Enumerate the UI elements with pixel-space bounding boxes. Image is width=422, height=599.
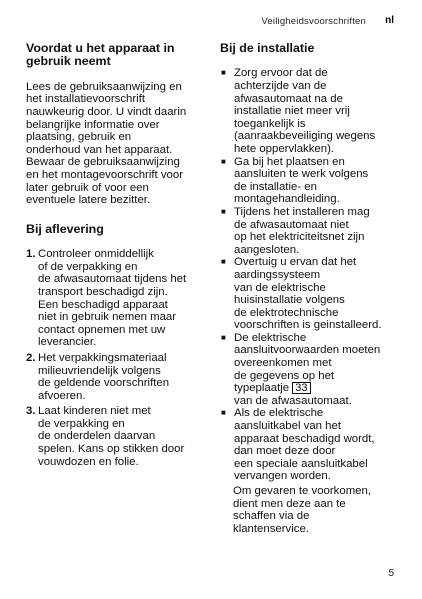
heading-delivery: Bij aflevering [26, 221, 104, 236]
bullet-text: Zorg ervoor dat de achterzijde van de afwasautomaat na de installatie niet meer vrij toegankelijk is (aanraakbeveiliging wegens hete oppervlakken). [234, 67, 376, 155]
step-text: Controleer onmiddellijk of de verpakking en de afwasautomaat tijdens het transport beschadigd zijn. Een beschadigd apparaat niet in gebruik nemen maar contact opnemen met uw leverancier. [38, 248, 187, 349]
step-number: 1. [26, 248, 36, 261]
bullet-text [234, 332, 380, 408]
left-column [26, 42, 210, 471]
list-item [220, 67, 402, 155]
list-item [220, 332, 402, 408]
bullet-text-part: van de afwasautomaat. [234, 394, 352, 407]
bullet-square-icon: ■ [221, 332, 226, 342]
list-item [220, 256, 402, 332]
page-header [0, 16, 422, 30]
installation-bullets [220, 67, 402, 483]
step-number: 2. [26, 351, 36, 364]
bullet-text: Als de elektrische aansluitkabel van het apparaat beschadigd wordt, dan moet deze door een speciale aansluitkabel vervangen worden. [234, 407, 375, 483]
list-item [26, 352, 210, 402]
bullet-text-part: De elektrische aansluitvoorwaarden moeten overeenkomen met de gegevens op het typeplaatje [234, 331, 381, 395]
bullet-square-icon: ■ [221, 408, 226, 418]
delivery-steps [26, 248, 210, 468]
bullet-square-icon: ■ [221, 257, 226, 267]
intro-paragraph: Lees de gebruiksaanwijzing en het installatievoorschrift nauwkeurig door. U vindt daarin belangrijke informatie over plaatsing, gebruik en onderhoud van het apparaat. [26, 80, 187, 156]
step-number: 3. [26, 405, 36, 418]
list-item [220, 407, 402, 483]
list-item [220, 206, 402, 256]
page-number: 5 [388, 568, 394, 579]
bullet-text: Overtuig u ervan dat het aardingssysteem van de elektrische huisinstallatie volgens de elektrotechnische voorschriften is geinstalleerd. [234, 256, 382, 332]
bullet-square-icon: ■ [221, 156, 226, 166]
step-text: Laat kinderen niet met de verpakking en de onderdelen daarvan spelen. Kans op stikken door vouwdozen en folie. [38, 405, 185, 468]
bullet-square-icon: ■ [221, 68, 226, 78]
step-text: Het verpakkingsmateriaal milieuvriendelijk volgens de geldende voorschriften afvoeren. [38, 351, 170, 402]
section-title: Veiligheidsvoorschriften [261, 16, 366, 27]
list-item [220, 156, 402, 206]
bullet-text: Tijdens het installeren mag de afwasautomaat niet op het elektriciteitsnet zijn aangesloten. [234, 205, 370, 256]
heading-before-use: Voordat u het apparaat in gebruik neemt [26, 41, 175, 69]
storage-paragraph: Bewaar de gebruiksaanwijzing en het montagevoorschrift voor later gebruik of voor een eventuele latere bezitter. [26, 156, 184, 207]
bullet-text: Ga bij het plaatsen en aansluiten te werk volgens de installatie- en montagehandleiding. [234, 155, 369, 206]
language-code: nl [385, 15, 394, 26]
heading-installation: Bij de installatie [220, 41, 315, 55]
bullet-followup-text: Om gevaren te voorkomen, dient men deze aan te schaffen via de klantenservice. [233, 485, 372, 535]
list-item [26, 405, 210, 468]
right-column [220, 42, 402, 535]
rating-plate-reference: 33 [292, 382, 310, 394]
bullet-square-icon: ■ [221, 206, 226, 216]
list-item [26, 248, 210, 349]
